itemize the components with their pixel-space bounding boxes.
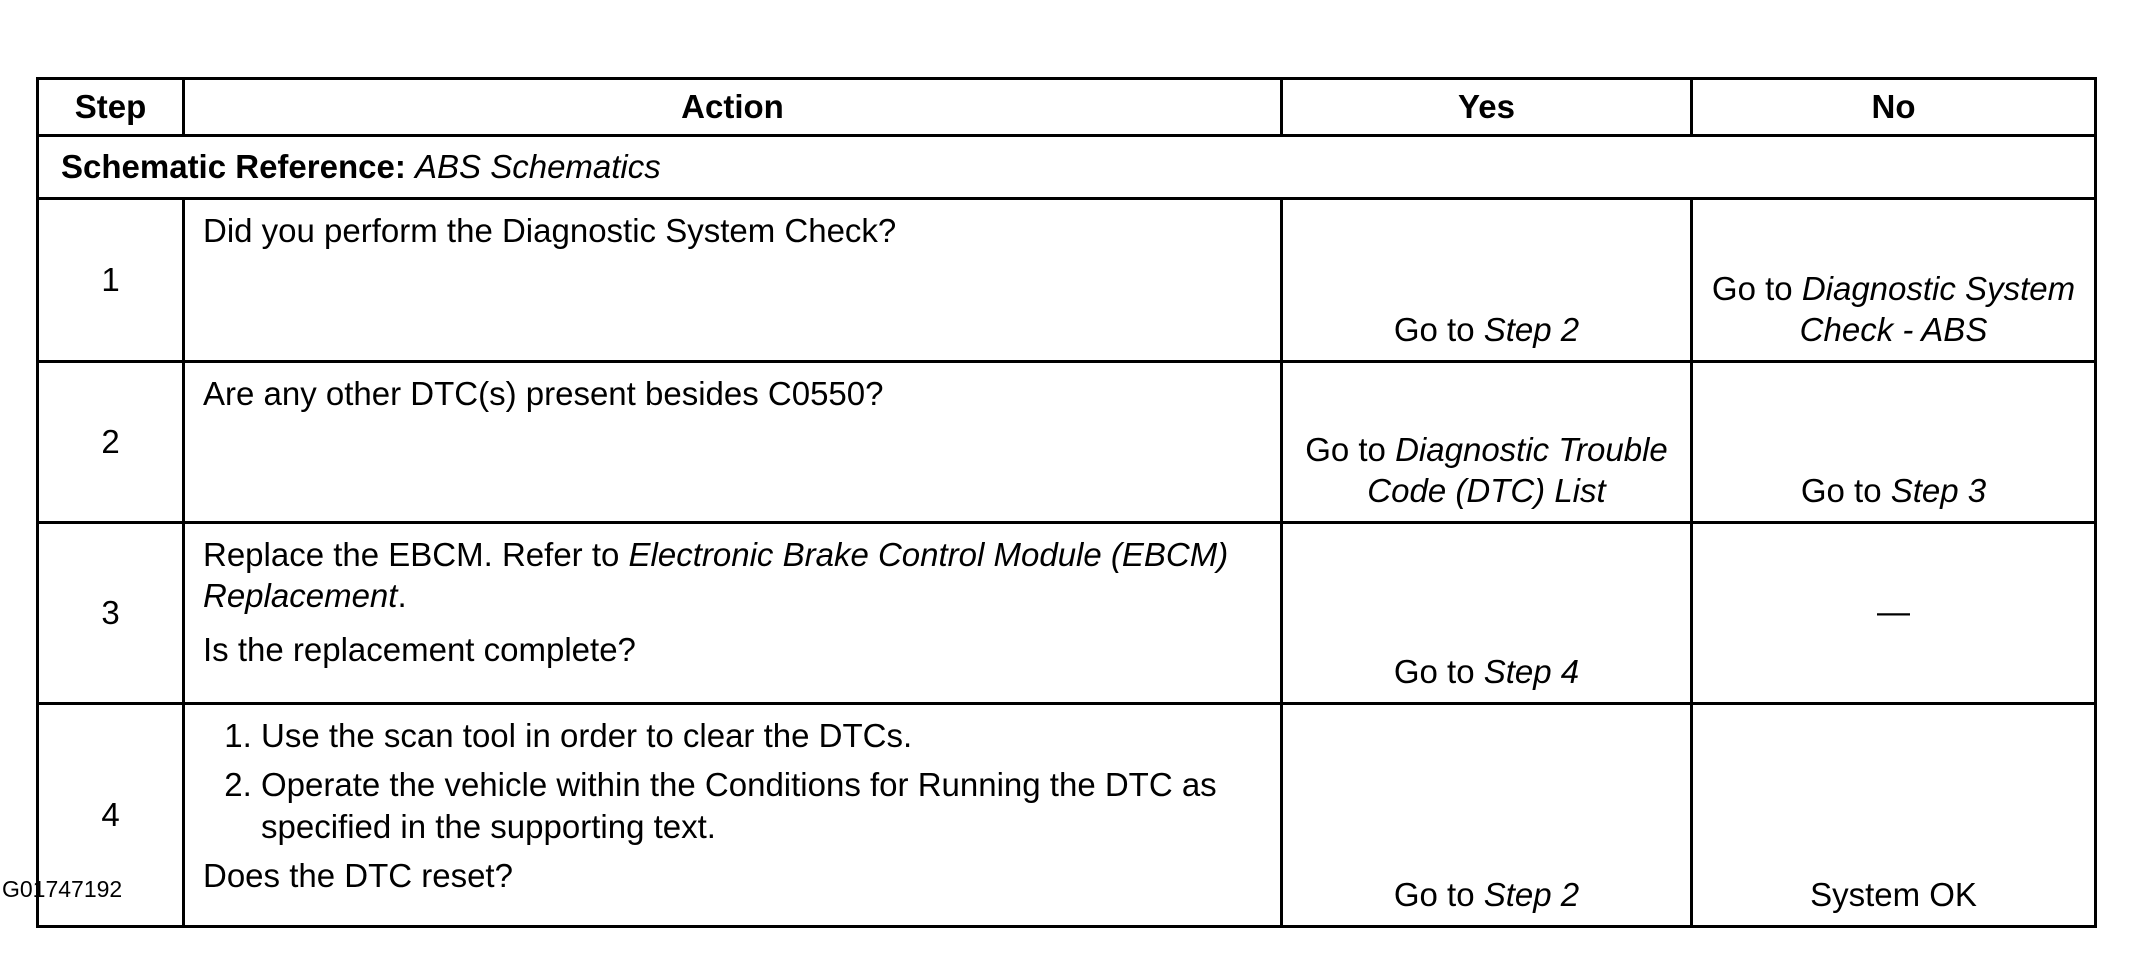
- no-cell: [1692, 704, 2096, 927]
- yes-prefix: Go to: [1393, 652, 1475, 690]
- step-number: 2: [38, 362, 184, 523]
- schematic-reference-cell: [38, 136, 2096, 199]
- yes-link[interactable]: Diagnostic Trouble Code (DTC) List: [1367, 430, 1668, 509]
- action-instruction: [203, 534, 1264, 617]
- schematic-reference-label: Schematic Reference:: [61, 148, 406, 186]
- no-cell: [1692, 362, 2096, 523]
- action-cell: [184, 704, 1282, 927]
- yes-link[interactable]: Step 2: [1483, 875, 1580, 913]
- action-question: Is the replacement complete?: [203, 630, 636, 668]
- instruction-suffix: .: [397, 577, 407, 615]
- no-value: —: [1877, 593, 1910, 631]
- yes-prefix: Go to: [1393, 875, 1475, 913]
- schematic-reference-link[interactable]: ABS Schematics: [415, 148, 661, 186]
- yes-cell: [1282, 362, 1692, 523]
- no-link[interactable]: Step 3: [1890, 471, 1987, 509]
- table-row: [38, 704, 2096, 927]
- instruction-prefix: Replace the EBCM. Refer to: [203, 536, 620, 573]
- diagnostic-table-container: [36, 77, 2094, 928]
- action-question: Are any other DTC(s) present besides C0550?: [203, 375, 884, 412]
- action-cell: [184, 362, 1282, 523]
- no-link[interactable]: Diagnostic System Check - ABS: [1799, 269, 2076, 348]
- action-question: Did you perform the Diagnostic System Check?: [203, 212, 897, 249]
- figure-id: G01747192: [2, 876, 123, 902]
- table-row: [38, 199, 2096, 362]
- step-number: 1: [38, 199, 184, 362]
- no-value: System OK: [1810, 875, 1977, 913]
- header-action: Action: [184, 79, 1282, 136]
- no-cell: [1692, 523, 2096, 704]
- action-question: Does the DTC reset?: [203, 856, 513, 894]
- table-row: [38, 362, 2096, 523]
- yes-cell: [1282, 523, 1692, 704]
- yes-link[interactable]: Step 4: [1483, 652, 1580, 690]
- yes-cell: [1282, 199, 1692, 362]
- yes-prefix: Go to: [1393, 310, 1475, 348]
- header-step: Step: [38, 79, 184, 136]
- header-yes: Yes: [1282, 79, 1692, 136]
- no-prefix: Go to: [1711, 269, 1793, 307]
- yes-prefix: Go to: [1305, 430, 1386, 468]
- step-number: 3: [38, 523, 184, 704]
- header-row: [38, 79, 2096, 136]
- list-item: 2. Operate the vehicle within the Conditions for Running the DTC as specified in the supporting text.: [261, 764, 1264, 847]
- table-row: [38, 523, 2096, 704]
- list-item: 1. Use the scan tool in order to clear the DTCs.: [261, 715, 1264, 756]
- diagnostic-table: [36, 77, 2097, 928]
- action-cell: [184, 523, 1282, 704]
- action-steps-list: [203, 715, 1264, 847]
- instruction-link[interactable]: Electronic Brake Control Module (EBCM) Replacement: [203, 536, 1229, 615]
- no-cell: [1692, 199, 2096, 362]
- yes-link[interactable]: Step 2: [1483, 310, 1580, 348]
- no-prefix: Go to: [1800, 471, 1882, 509]
- yes-cell: [1282, 704, 1692, 927]
- action-cell: [184, 199, 1282, 362]
- schematic-reference-row: [38, 136, 2096, 199]
- header-no: No: [1692, 79, 2096, 136]
- step-number: 4: [38, 704, 184, 927]
